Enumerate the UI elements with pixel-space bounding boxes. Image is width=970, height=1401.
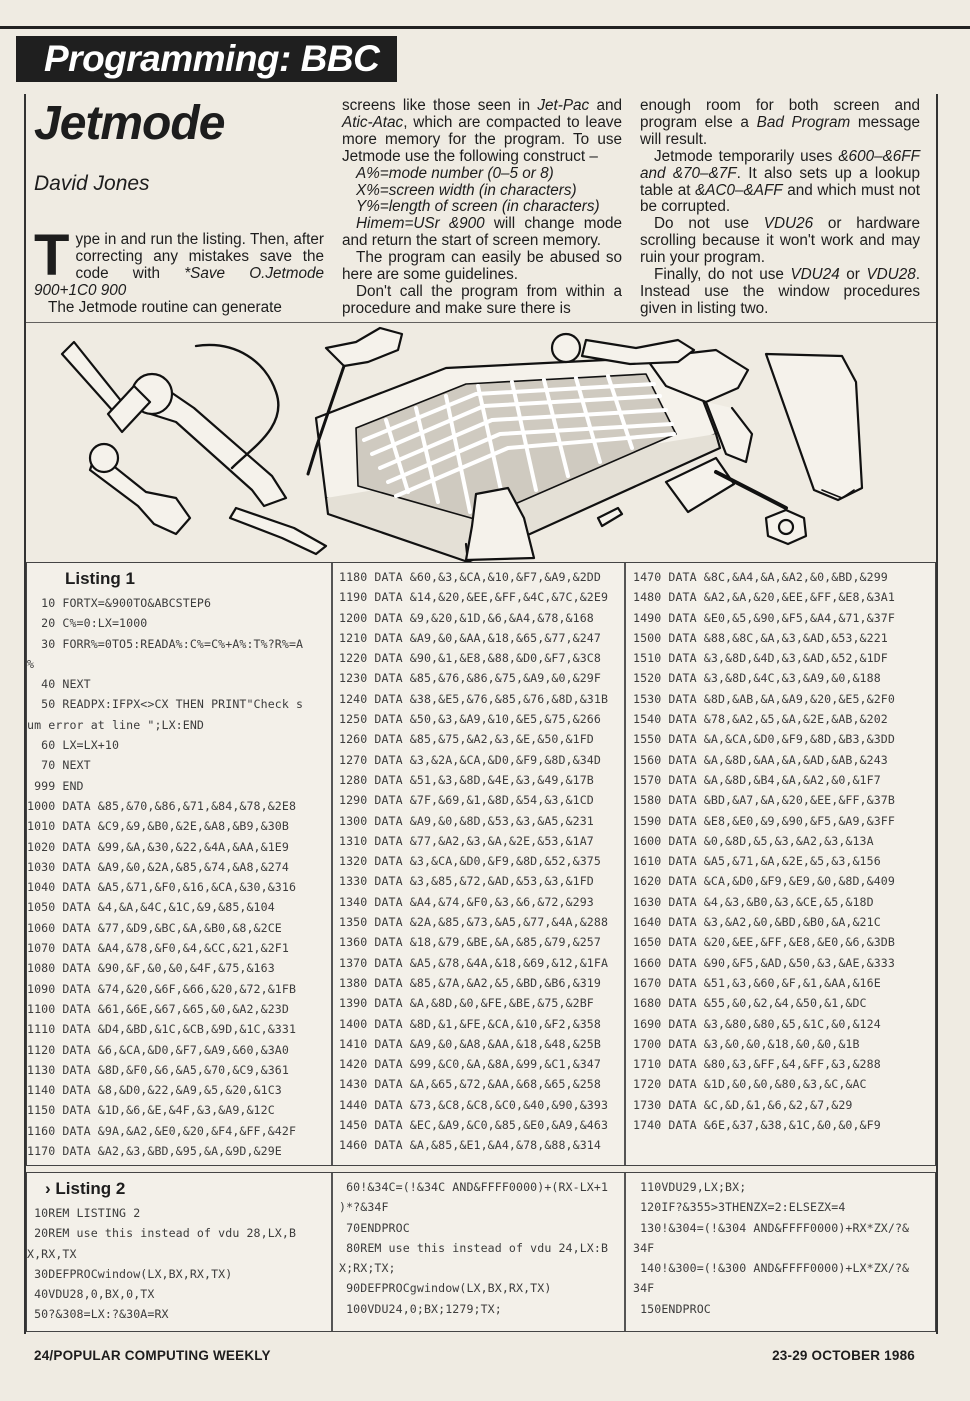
construct-line: X%=screen width (in characters) xyxy=(356,181,577,199)
code-line: 1640 DATA &3,&A2,&0,&BD,&B0,&A,&21C xyxy=(633,915,881,930)
game-name: Jet-Pac xyxy=(537,97,590,114)
col3-text: and which must not be corrupted. xyxy=(640,181,921,216)
code-line: 1080 DATA &90,&F,&0,&0,&4F,&75,&163 xyxy=(27,961,275,976)
code-line: 1630 DATA &4,&3,&B0,&3,&CE,&5,&18D xyxy=(633,894,874,909)
code-line: 1560 DATA &A,&8D,&AA,&A,&AD,&AB,&243 xyxy=(633,752,888,767)
code-line: 1150 DATA &1D,&6,&E,&4F,&3,&A9,&12C xyxy=(27,1103,275,1118)
construct-line: A%=mode number (0–5 or 8) xyxy=(356,164,554,182)
code-line: 50?&308=LX:?&30A=RX xyxy=(27,1307,169,1322)
code-line: 140!&300=(!&300 AND&FFFF0000)+LX*ZX/?& xyxy=(633,1261,910,1276)
code-line: 80REM use this instead of vdu 24,LX:B xyxy=(339,1240,609,1255)
code-line: 30 FORR%=0TO5:READA%:C%=C%+A%:T%?R%=A xyxy=(27,636,304,651)
code-line: 34F xyxy=(633,1281,655,1296)
code-line: 1590 DATA &E8,&E0,&9,&90,&F5,&A9,&3FF xyxy=(633,813,895,828)
code-line: 1020 DATA &99,&A,&30,&22,&4A,&AA,&1E9 xyxy=(27,839,289,854)
code-line: 1000 DATA &85,&70,&86,&71,&84,&78,&2E8 xyxy=(27,798,297,813)
code-line: 1720 DATA &1D,&0,&0,&80,&3,&C,&AC xyxy=(633,1077,867,1092)
code-line: 1090 DATA &74,&20,&6F,&66,&20,&72,&1FB xyxy=(27,981,297,996)
code-line: 1600 DATA &0,&8D,&5,&3,&A2,&3,&13A xyxy=(633,833,874,848)
vdu-command: VDU24 xyxy=(790,266,840,284)
code-line: 34F xyxy=(633,1240,655,1255)
code-line: 1220 DATA &90,&1,&E8,&88,&D0,&F7,&3C8 xyxy=(339,651,601,666)
construct-line: Himem=USr &900 xyxy=(356,215,485,233)
code-line: 70ENDPROC xyxy=(339,1220,410,1235)
col3-text: . It also sets up a lookup table at xyxy=(640,164,920,199)
code-line: 60 LX=LX+10 xyxy=(27,738,120,753)
article-author: David Jones xyxy=(34,172,150,195)
listing-2-title: › Listing 2 xyxy=(45,1179,126,1198)
code-line: 1330 DATA &3,&85,&72,&AD,&53,&3,&1FD xyxy=(339,874,594,889)
col3-text: enough room for both screen and program else a xyxy=(640,97,920,131)
listing-2-divider xyxy=(331,1173,333,1331)
code-line: )*?&34F xyxy=(339,1200,389,1215)
construct-line: Y%=length of screen (in characters) xyxy=(356,198,600,216)
code-line: 1130 DATA &8D,&F0,&6,&A5,&70,&C9,&361 xyxy=(27,1062,289,1077)
code-line: 1610 DATA &A5,&71,&A,&2E,&5,&3,&156 xyxy=(633,854,881,869)
code-line: 1670 DATA &51,&3,&60,&F,&1,&AA,&16E xyxy=(633,975,881,990)
code-line: 150ENDPROC xyxy=(633,1301,711,1316)
footer-page-info: 24/POPULAR COMPUTING WEEKLY xyxy=(34,1348,271,1363)
keyboard-tools-illustration xyxy=(26,322,936,564)
spanner-bottom-left-head xyxy=(90,444,118,472)
col3-text: Jetmode temporarily uses xyxy=(654,147,839,165)
intro-text: ype in and run the listing. Then, after correcting any mistakes save the code with xyxy=(75,231,324,282)
listing-2-box xyxy=(26,1172,936,1332)
code-line: 1350 DATA &2A,&85,&73,&A5,&77,&4A,&288 xyxy=(339,915,609,930)
col2-text: , which are compacted to leave more memory for the program. To use Jetmode use the following construct – xyxy=(342,113,622,165)
code-line: 1310 DATA &77,&A2,&3,&A,&2E,&53,&1A7 xyxy=(339,833,594,848)
code-line: 1120 DATA &6,&CA,&D0,&F7,&A9,&60,&3A0 xyxy=(27,1042,289,1057)
vdu-command: VDU28 xyxy=(866,266,916,284)
col3-text: Do not use xyxy=(654,215,764,233)
code-line: 120IF?&355>3THENZX=2:ELSEZX=4 xyxy=(633,1200,846,1215)
code-line: 1180 DATA &60,&3,&CA,&10,&F7,&A9,&2DD xyxy=(339,570,601,584)
listing-2-title-text: Listing 2 xyxy=(55,1179,126,1198)
code-line: 1170 DATA &A2,&3,&BD,&95,&A,&9D,&29E xyxy=(27,1144,282,1159)
code-line: 1110 DATA &D4,&BD,&1C,&CB,&9D,&1C,&331 xyxy=(27,1022,297,1037)
col2-text: screens like those seen in xyxy=(342,97,538,114)
code-line: 1140 DATA &8,&D0,&22,&A9,&5,&20,&1C3 xyxy=(27,1083,282,1098)
top-rule xyxy=(0,26,970,29)
code-line: 1510 DATA &3,&8D,&4D,&3,&AD,&52,&1DF xyxy=(633,651,888,666)
code-line: 1320 DATA &3,&CA,&D0,&F9,&8D,&52,&375 xyxy=(339,854,601,869)
code-line: 50 READPX:IFPX<>CX THEN PRINT"Check s xyxy=(27,697,304,712)
code-line: 1580 DATA &BD,&A7,&A,&20,&EE,&FF,&37B xyxy=(633,793,895,808)
code-line: 1420 DATA &99,&C0,&A,&8A,&99,&C1,&347 xyxy=(339,1057,601,1072)
code-line: 1480 DATA &A2,&A,&20,&EE,&FF,&E8,&3A1 xyxy=(633,590,895,605)
code-line: 1190 DATA &14,&20,&EE,&FF,&4C,&7C,&2E9 xyxy=(339,590,609,605)
article-title: Jetmode xyxy=(34,97,225,150)
code-line: 1450 DATA &EC,&A9,&C0,&85,&E0,&A9,&463 xyxy=(339,1118,609,1133)
vdu-command: VDU26 xyxy=(763,215,814,233)
code-line: 1660 DATA &90,&F5,&AD,&50,&3,&AE,&333 xyxy=(633,955,895,970)
code-line: 1300 DATA &A9,&0,&8D,&53,&3,&A5,&231 xyxy=(339,813,594,828)
code-line: 1060 DATA &77,&D9,&BC,&A,&B0,&8,&2CE xyxy=(27,920,282,935)
code-line: 1050 DATA &4,&A,&4C,&1C,&9,&85,&104 xyxy=(27,900,275,915)
col3-text: or xyxy=(839,266,867,284)
code-line: 60!&34C=(!&34C AND&FFFF0000)+(RX-LX+1 xyxy=(339,1180,609,1194)
code-line: um error at line ";LX:END xyxy=(27,717,205,732)
listing-2-column-1 xyxy=(27,1173,331,1331)
code-line: 1550 DATA &A,&CA,&D0,&F9,&8D,&B3,&3DD xyxy=(633,732,895,747)
code-line: 1100 DATA &61,&6E,&67,&65,&0,&A2,&23D xyxy=(27,1001,289,1016)
col2-paragraph: Don't call the program from within a procedure and make sure there is xyxy=(342,282,622,317)
save-command: *Save O.Jetmode 900+1C0 900 xyxy=(34,264,325,299)
code-line: 90DEFPROCgwindow(LX,BX,RX,TX) xyxy=(339,1281,552,1296)
code-line: 1520 DATA &3,&8D,&4C,&3,&A9,&0,&188 xyxy=(633,671,881,686)
code-line: 1430 DATA &A,&65,&72,&AA,&68,&65,&258 xyxy=(339,1077,601,1092)
code-line: 1270 DATA &3,&2A,&CA,&D0,&F9,&8D,&34D xyxy=(339,752,601,767)
listing-1-divider xyxy=(331,563,333,1165)
code-line: 1410 DATA &A9,&0,&A8,&AA,&18,&48,&25B xyxy=(339,1036,601,1051)
code-line: 999 END xyxy=(27,778,84,793)
col3-text: message will result. xyxy=(640,113,920,148)
code-line: 1230 DATA &85,&76,&86,&75,&A9,&0,&29F xyxy=(339,671,601,686)
code-line: 1250 DATA &50,&3,&A9,&10,&E5,&75,&266 xyxy=(339,712,601,727)
code-line: 1290 DATA &7F,&69,&1,&8D,&54,&3,&1CD xyxy=(339,793,594,808)
code-line: 1440 DATA &73,&C8,&C8,&C0,&40,&90,&393 xyxy=(339,1097,609,1112)
code-line: 1010 DATA &C9,&9,&B0,&2E,&A8,&B9,&30B xyxy=(27,819,289,834)
code-line: 1160 DATA &9A,&A2,&E0,&20,&F4,&FF,&42F xyxy=(27,1123,297,1138)
drop-cap: T xyxy=(34,223,70,288)
col3-text: Finally, do not use xyxy=(654,266,791,284)
error-message: Bad Program xyxy=(756,113,851,131)
listing-2-code-2 xyxy=(339,1177,625,1319)
code-line: 1340 DATA &A4,&74,&F0,&3,&6,&72,&293 xyxy=(339,894,594,909)
code-line: 1700 DATA &3,&0,&0,&18,&0,&0,&1B xyxy=(633,1036,860,1051)
col2-text: will change mode and return the start of screen memory. xyxy=(342,215,622,250)
code-line: % xyxy=(27,656,35,671)
code-line: 30DEFPROCwindow(LX,BX,RX,TX) xyxy=(27,1266,233,1281)
wrench-right-head xyxy=(552,334,580,362)
article-column-2 xyxy=(342,98,622,318)
code-line: 1370 DATA &A5,&78,&4A,&18,&69,&12,&1FA xyxy=(339,955,609,970)
code-line: 1360 DATA &18,&79,&BE,&A,&85,&79,&257 xyxy=(339,935,601,950)
article-column-1 xyxy=(34,223,325,317)
code-line: 1260 DATA &85,&75,&A2,&3,&E,&50,&1FD xyxy=(339,732,594,747)
code-line: 1470 DATA &8C,&A4,&A,&A2,&0,&BD,&299 xyxy=(633,570,888,584)
col2-text: and xyxy=(589,97,622,114)
code-line: 1380 DATA &85,&7A,&A2,&5,&BD,&B6,&319 xyxy=(339,975,601,990)
listing-1-divider xyxy=(624,563,626,1165)
code-line: 10REM LISTING 2 xyxy=(27,1206,141,1220)
code-line: 130!&304=(!&304 AND&FFFF0000)+RX*ZX/?& xyxy=(633,1220,910,1235)
code-line: 1690 DATA &3,&80,&80,&5,&1C,&0,&124 xyxy=(633,1016,881,1031)
listing-2-code-1 xyxy=(27,1203,331,1325)
listing-1-code-3 xyxy=(633,567,933,1135)
code-line: 1280 DATA &51,&3,&8D,&4E,&3,&49,&17B xyxy=(339,772,594,787)
listing-1-box xyxy=(26,562,936,1166)
section-banner: Programming: BBC xyxy=(16,36,397,82)
col3-text: . Instead use the window procedures given in listing two. xyxy=(640,266,920,317)
code-line: 70 NEXT xyxy=(27,758,91,773)
listing-1-column-1 xyxy=(27,563,331,1165)
code-line: 1650 DATA &20,&EE,&FF,&E8,&E0,&6,&3DB xyxy=(633,935,895,950)
memory-range: &AC0–&AFF xyxy=(695,181,783,199)
code-line: 10 FORTX=&900TO&ABCSTEP6 xyxy=(27,596,212,610)
col1-paragraph-2: The Jetmode routine can generate xyxy=(48,298,282,316)
code-line: 1400 DATA &8D,&1,&FE,&CA,&10,&F2,&358 xyxy=(339,1016,601,1031)
code-line: 1070 DATA &A4,&78,&F0,&4,&CC,&21,&2F1 xyxy=(27,941,289,956)
code-line: 1710 DATA &80,&3,&FF,&4,&FF,&3,&288 xyxy=(633,1057,881,1072)
code-line: 1390 DATA &A,&8D,&0,&FE,&BE,&75,&2BF xyxy=(339,996,594,1011)
listing-1-column-3 xyxy=(633,563,933,1165)
code-line: 1490 DATA &E0,&5,&90,&F5,&A4,&71,&37F xyxy=(633,610,895,625)
listing-1-code-2 xyxy=(339,567,625,1156)
listing-1-code-1 xyxy=(27,593,331,1161)
listing-1-title: Listing 1 xyxy=(65,569,135,588)
code-line: 1540 DATA &78,&A2,&5,&A,&2E,&AB,&202 xyxy=(633,712,888,727)
code-line: 1620 DATA &CA,&D0,&F9,&E9,&0,&8D,&409 xyxy=(633,874,895,889)
code-line: 1500 DATA &88,&8C,&A,&3,&AD,&53,&221 xyxy=(633,630,888,645)
code-line: 1730 DATA &C,&D,&1,&6,&2,&7,&29 xyxy=(633,1097,853,1112)
code-line: X;RX;TX; xyxy=(339,1261,396,1276)
listing-2-column-3 xyxy=(633,1173,933,1331)
code-line: 100VDU24,0;BX;1279;TX; xyxy=(339,1301,502,1316)
article-column-3 xyxy=(640,98,920,318)
code-line: 40VDU28,0,BX,0,TX xyxy=(27,1287,155,1302)
code-line: 1030 DATA &A9,&0,&2A,&85,&74,&A8,&274 xyxy=(27,859,289,874)
listing-2-code-3 xyxy=(633,1177,933,1319)
code-line: 1680 DATA &55,&0,&2,&4,&50,&1,&DC xyxy=(633,996,867,1011)
code-line: 1740 DATA &6E,&37,&38,&1C,&0,&0,&F9 xyxy=(633,1118,881,1133)
col3-text: or hardware scrolling because it won't work and may ruin your program. xyxy=(640,215,920,267)
code-line: 1570 DATA &A,&8D,&B4,&A,&A2,&0,&1F7 xyxy=(633,772,881,787)
listing-1-column-2 xyxy=(339,563,625,1165)
code-line: X,RX,TX xyxy=(27,1246,77,1261)
code-line: 1200 DATA &9,&20,&1D,&6,&A4,&78,&168 xyxy=(339,610,594,625)
code-line: 20REM use this instead of vdu 28,LX,B xyxy=(27,1226,297,1241)
code-line: 40 NEXT xyxy=(27,677,91,692)
code-line: 1240 DATA &38,&E5,&76,&85,&76,&8D,&31B xyxy=(339,691,609,706)
memory-range: &600–&6FF and &70–&7F xyxy=(640,147,920,182)
code-line: 1040 DATA &A5,&71,&F0,&16,&CA,&30,&316 xyxy=(27,880,297,895)
footer-date: 23-29 OCTOBER 1986 xyxy=(772,1348,915,1363)
listing-2-divider xyxy=(624,1173,626,1331)
game-name: Atic-Atac xyxy=(342,113,404,131)
code-line: 1460 DATA &A,&85,&E1,&A4,&78,&88,&314 xyxy=(339,1138,601,1153)
code-line: 20 C%=0:LX=1000 xyxy=(27,616,148,631)
frame-right-rule xyxy=(936,94,938,1334)
code-line: 1530 DATA &8D,&AB,&A,&A9,&20,&E5,&2F0 xyxy=(633,691,895,706)
code-line: 1210 DATA &A9,&0,&AA,&18,&65,&77,&247 xyxy=(339,630,601,645)
listing-2-column-2 xyxy=(339,1173,625,1331)
col2-paragraph: The program can easily be abused so here are some guidelines. xyxy=(342,249,622,284)
code-line: 110VDU29,LX;BX; xyxy=(633,1180,747,1194)
